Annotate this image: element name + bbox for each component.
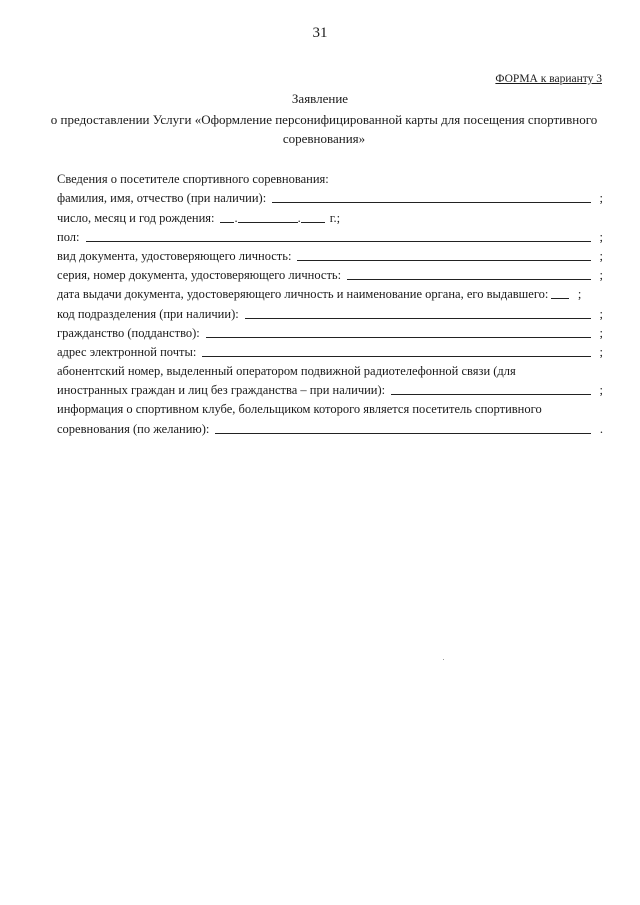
semicolon: ; (599, 268, 603, 283)
birth-year-field[interactable] (301, 211, 325, 223)
semicolon: ; (577, 287, 582, 302)
birth-day-field[interactable] (220, 211, 234, 223)
phone-row-1 (57, 360, 603, 379)
semicolon: ; (599, 383, 603, 398)
doc-issue-label: дата выдачи документа, удостоверяющего личность и наименование органа, его выдавшего: (57, 287, 549, 302)
document-subtitle: о предоставлении Услуги «Оформление персонифицированной карты для посещения спортивного соревнования» (50, 112, 598, 146)
date-dot: . (234, 210, 238, 225)
division-code-label: код подразделения (при наличии): (57, 306, 239, 321)
application-form (57, 168, 603, 437)
division-code-row (57, 302, 603, 321)
email-field[interactable] (202, 345, 591, 357)
birth-date-label: число, месяц и год рождения: (57, 210, 215, 225)
citizenship-row (57, 322, 603, 341)
full-name-label: фамилия, имя, отчество (при наличии): (57, 191, 267, 206)
club-row-1 (57, 398, 603, 417)
doc-issue-field[interactable] (551, 287, 569, 299)
form-reference: ФОРМА к варианту 3 (495, 73, 602, 85)
doc-number-label: серия, номер документа, удостоверяющего личность: (57, 268, 342, 283)
doc-type-row (57, 245, 603, 264)
doc-issue-row (57, 283, 603, 302)
club-field[interactable] (215, 422, 591, 434)
form-header: Сведения о посетителе спортивного соревнования: (57, 172, 329, 187)
doc-type-field[interactable] (297, 249, 591, 261)
email-label: адрес электронной почты: (57, 344, 197, 359)
semicolon: ; (599, 191, 603, 206)
doc-type-label: вид документа, удостоверяющего личность: (57, 248, 292, 263)
doc-number-row (57, 264, 603, 283)
gender-field[interactable] (86, 230, 592, 242)
semicolon: ; (599, 325, 603, 340)
page-number: 31 (312, 25, 328, 41)
scan-speck (443, 659, 444, 660)
form-header-line (57, 168, 603, 187)
phone-row-2 (57, 379, 603, 398)
club-label-line2: соревнования (по желанию): (57, 421, 210, 436)
division-code-field[interactable] (245, 307, 591, 319)
semicolon: ; (599, 229, 603, 244)
semicolon: ; (599, 344, 603, 359)
citizenship-label: гражданство (подданство): (57, 325, 200, 340)
birth-month-field[interactable] (238, 211, 298, 223)
date-dot: . (297, 210, 301, 225)
semicolon: ; (599, 248, 603, 263)
phone-label-line1: абонентский номер, выделенный оператором подвижной радиотелефонной связи (для (57, 364, 516, 379)
full-name-field[interactable] (272, 191, 591, 203)
semicolon: ; (599, 306, 603, 321)
document-title: Заявление (291, 91, 349, 106)
phone-label-line2: иностранных граждан и лиц без гражданства – при наличии): (57, 383, 386, 398)
doc-number-field[interactable] (347, 268, 591, 280)
gender-label: пол: (57, 229, 80, 244)
citizenship-field[interactable] (206, 326, 591, 338)
email-row (57, 341, 603, 360)
gender-row (57, 226, 603, 245)
birth-date-suffix: г.; (329, 210, 341, 225)
period: . (599, 421, 603, 436)
club-label-line1: информация о спортивном клубе, болельщиком которого является посетитель спортивного (57, 402, 542, 417)
club-row-2 (57, 417, 603, 436)
phone-field[interactable] (391, 383, 591, 395)
birth-date-row (57, 206, 603, 225)
full-name-row (57, 187, 603, 206)
